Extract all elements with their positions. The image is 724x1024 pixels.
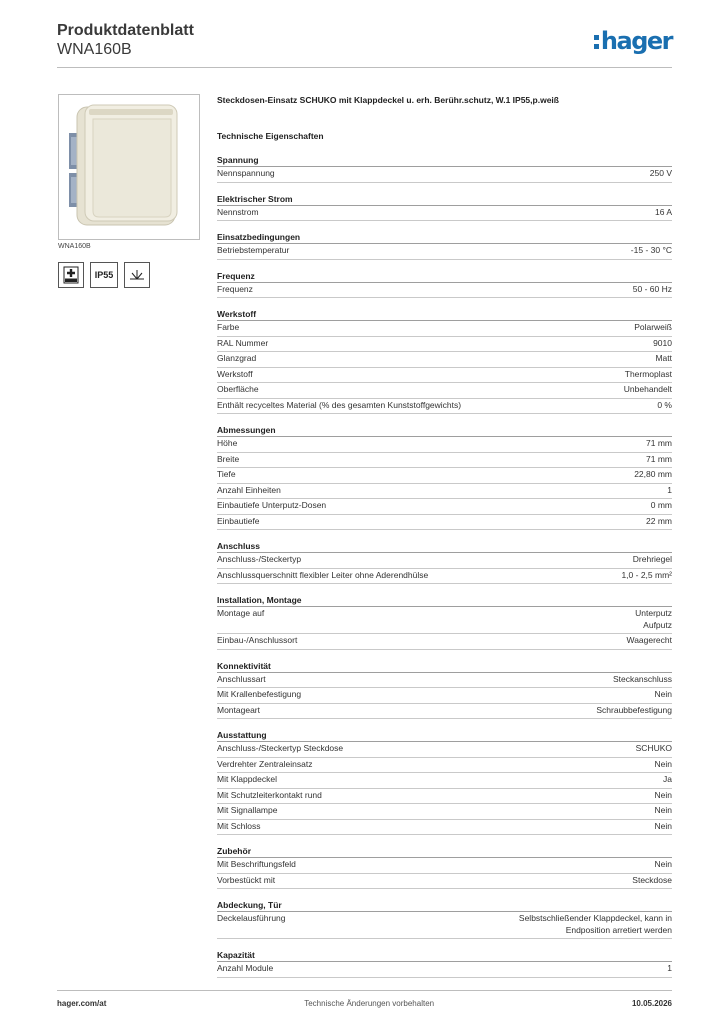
spec-value-line: Steckanschluss (612, 673, 672, 684)
spec-row (217, 437, 672, 453)
spec-value (634, 469, 672, 481)
spec-row (217, 206, 672, 222)
spec-label: Mit Krallenbefestigung (217, 689, 302, 699)
spec-value (631, 245, 672, 257)
spec-label: Werkstoff (217, 368, 253, 379)
spec-row (217, 688, 672, 704)
spec-label: Mit Beschriftungsfeld (217, 859, 296, 869)
spec-label: Oberfläche (217, 384, 259, 394)
spec-label: Nennstrom (217, 206, 259, 217)
spec-row (217, 789, 672, 805)
spec-value (655, 859, 672, 871)
footer-note: Technische Änderungen vorbehalten (304, 999, 435, 1008)
spec-row (217, 484, 672, 500)
spec-row (217, 820, 672, 836)
spec-group-title: Zubehör (217, 845, 672, 858)
ip55-badge: IP55 (90, 262, 118, 288)
spec-row (217, 858, 672, 874)
spec-group-title: Kapazität (217, 949, 672, 962)
spec-group-title: Einsatzbedingungen (217, 231, 672, 244)
spec-value-line: 16 A (654, 206, 672, 217)
spec-row (217, 399, 672, 415)
spec-row (217, 742, 672, 758)
spec-value-line: Polarweiß (634, 322, 672, 332)
spec-group (217, 193, 672, 222)
spec-groups (217, 154, 672, 978)
spec-value (626, 635, 672, 647)
spec-value-line: 0 mm (650, 500, 672, 510)
spec-row (217, 773, 672, 789)
spec-row (217, 673, 672, 689)
spec-value-line: Nein (654, 805, 672, 815)
spec-label: Einbau-/Anschlussort (217, 635, 298, 645)
spec-value (519, 913, 672, 936)
vde-certification-icon (58, 262, 84, 288)
spec-value (651, 500, 672, 512)
spec-value-line: 1 (667, 963, 672, 973)
spec-value-line: Endposition arretiert werden (565, 924, 672, 935)
spec-label: Mit Schloss (217, 820, 261, 831)
spec-value-line: -15 - 30 °C (630, 245, 672, 255)
spec-value-line: 22,80 mm (634, 469, 672, 479)
footer-date: 10.05.2026 (631, 999, 672, 1008)
spec-label: Einbautiefe (217, 515, 260, 526)
spec-group-title: Ausstattung (217, 729, 672, 742)
image-caption: WNA160B (58, 243, 91, 250)
spec-row (217, 453, 672, 469)
spec-group (217, 660, 672, 720)
spec-row (217, 874, 672, 890)
installation-angle-icon (124, 262, 150, 288)
spec-value-line: Nein (654, 820, 672, 831)
spec-value (655, 689, 672, 701)
spec-value (634, 322, 672, 334)
spec-row (217, 244, 672, 260)
spec-value (625, 369, 672, 381)
spec-value (655, 759, 672, 771)
spec-value (635, 608, 672, 631)
spec-row (217, 337, 672, 353)
spec-group-title: Installation, Montage (217, 594, 672, 607)
spec-label: Anschluss-/Steckertyp (217, 554, 302, 564)
spec-value (646, 454, 672, 466)
page-header (57, 22, 672, 68)
spec-value-line: Schraubbefestigung (596, 704, 672, 715)
product-description: Steckdosen-Einsatz SCHUKO mit Klappdeckel u. erh. Berühr.schutz, W.1 IP55,p.weiß (217, 95, 559, 105)
spec-row (217, 167, 672, 183)
spec-value (655, 790, 672, 802)
spec-value-line: Thermoplast (624, 368, 672, 379)
spec-value (646, 516, 672, 528)
spec-value-line: 0 % (657, 399, 672, 410)
spec-row (217, 912, 672, 939)
spec-label: Nennspannung (217, 168, 275, 178)
spec-label: Frequenz (217, 283, 253, 294)
page-footer (57, 990, 672, 1012)
spec-label: Mit Klappdeckel (217, 774, 278, 784)
spec-value (655, 207, 672, 219)
spec-label: Anschlussquerschnitt flexibler Leiter ohne Aderendhülse (217, 569, 429, 580)
spec-group (217, 594, 672, 650)
spec-label: Anschluss-/Steckertyp Steckdose (217, 743, 344, 753)
spec-label: Mit Schutzleiterkontakt rund (217, 789, 322, 800)
spec-group (217, 154, 672, 183)
spec-group (217, 899, 672, 939)
spec-value-line: 9010 (653, 337, 672, 348)
spec-value-line: Aufputz (643, 619, 672, 630)
product-code: WNA160B (57, 41, 132, 58)
spec-group-title: Werkstoff (217, 308, 672, 321)
spec-label: RAL Nummer (217, 337, 269, 348)
spec-value (650, 168, 672, 180)
spec-row (217, 634, 672, 650)
spec-value (667, 485, 672, 497)
spec-row (217, 468, 672, 484)
product-image (58, 94, 200, 240)
spec-group (217, 540, 672, 584)
spec-value-line: Nein (654, 859, 672, 869)
spec-label: Montage auf (217, 608, 265, 618)
spec-value-line: Unterputz (635, 608, 672, 618)
spec-group (217, 270, 672, 299)
spec-row (217, 553, 672, 569)
logo-dots-icon (594, 35, 599, 49)
hager-logo (594, 28, 672, 54)
spec-value-line: Selbstschließender Klappdeckel, kann in (518, 913, 672, 923)
spec-value-line: Drehriegel (632, 554, 672, 564)
spec-label: Farbe (217, 322, 240, 332)
spec-value-line: 71 mm (646, 438, 672, 448)
spec-row (217, 704, 672, 720)
logo-text: hager (600, 27, 672, 55)
spec-value (655, 353, 672, 365)
spec-row (217, 607, 672, 634)
certification-badges (58, 262, 150, 288)
spec-value (653, 338, 672, 350)
section-title: Technische Eigenschaften (217, 131, 324, 141)
spec-label: Anzahl Module (217, 963, 274, 973)
spec-group (217, 231, 672, 260)
spec-value (633, 554, 672, 566)
spec-group-title: Spannung (217, 154, 672, 167)
spec-value (657, 400, 672, 412)
spec-value (624, 384, 672, 396)
spec-value (655, 821, 672, 833)
spec-group (217, 729, 672, 835)
spec-value (596, 705, 672, 717)
spec-value (646, 438, 672, 450)
spec-group (217, 424, 672, 530)
spec-label: Enthält recyceltes Material (% des gesamten Kunststoffgewichts) (217, 399, 462, 410)
spec-value (613, 674, 672, 686)
spec-content (217, 92, 672, 978)
spec-value-line: 22 mm (646, 515, 672, 526)
spec-value (633, 284, 672, 296)
spec-value-line: Waagerecht (626, 635, 672, 645)
spec-row (217, 962, 672, 978)
spec-row (217, 383, 672, 399)
spec-label: Breite (217, 453, 240, 464)
spec-group (217, 949, 672, 978)
spec-label: Anzahl Einheiten (217, 484, 281, 495)
spec-label: Einbautiefe Unterputz-Dosen (217, 500, 327, 510)
spec-value-line: 1,0 - 2,5 mm² (621, 569, 672, 580)
footer-website: hager.com/at (57, 999, 107, 1008)
spec-row (217, 758, 672, 774)
spec-value (632, 875, 672, 887)
spec-value-line: Nein (654, 789, 672, 800)
spec-value-line: 50 - 60 Hz (632, 283, 672, 294)
spec-label: Vorbestückt mit (217, 874, 276, 885)
spec-label: Mit Signallampe (217, 805, 278, 815)
spec-value-line: 1 (667, 484, 672, 495)
spec-row (217, 515, 672, 531)
spec-group (217, 308, 672, 414)
spec-row (217, 321, 672, 337)
socket-outlet-illustration (59, 95, 199, 239)
spec-group-title: Abdeckung, Tür (217, 899, 672, 912)
spec-group-title: Frequenz (217, 270, 672, 283)
spec-label: Höhe (217, 438, 238, 448)
spec-row (217, 499, 672, 515)
spec-value-line: SCHUKO (635, 743, 672, 753)
spec-value-line: Steckdose (632, 874, 672, 885)
spec-row (217, 804, 672, 820)
spec-group (217, 845, 672, 889)
spec-label: Tiefe (217, 469, 236, 479)
spec-group-title: Konnektivität (217, 660, 672, 673)
spec-group-title: Abmessungen (217, 424, 672, 437)
spec-label: Anschlussart (217, 673, 266, 684)
spec-value (621, 570, 672, 582)
spec-group-title: Elektrischer Strom (217, 193, 672, 206)
spec-group-title: Anschluss (217, 540, 672, 553)
spec-value-line: 250 V (649, 168, 672, 178)
spec-value (663, 774, 672, 786)
spec-value-line: Ja (663, 774, 672, 784)
spec-label: Verdrehter Zentraleinsatz (217, 758, 313, 769)
spec-value-line: 71 mm (646, 453, 672, 464)
spec-value (655, 805, 672, 817)
spec-value (667, 963, 672, 975)
spec-value-line: Nein (654, 689, 672, 699)
spec-label: Montageart (217, 704, 260, 715)
spec-value-line: Unbehandelt (623, 384, 672, 394)
spec-label: Deckelausführung (217, 913, 286, 923)
spec-label: Betriebstemperatur (217, 245, 290, 255)
page-title: Produktdatenblatt (57, 22, 194, 39)
spec-row (217, 569, 672, 585)
spec-row (217, 283, 672, 299)
spec-value-line: Nein (654, 758, 672, 769)
spec-value (636, 743, 672, 755)
spec-row (217, 368, 672, 384)
spec-label: Glanzgrad (217, 353, 257, 363)
spec-row (217, 352, 672, 368)
spec-value-line: Matt (655, 353, 672, 363)
